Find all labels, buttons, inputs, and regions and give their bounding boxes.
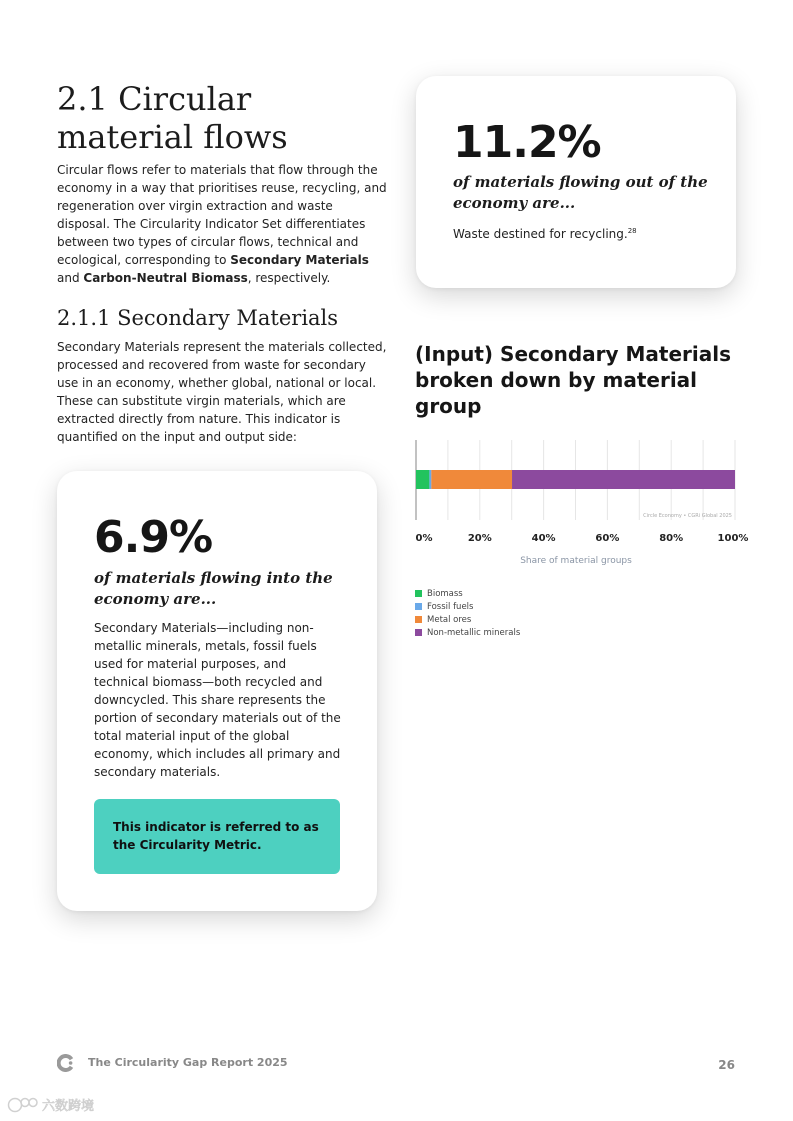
intro-text-2: and — [57, 271, 84, 285]
section-title — [57, 80, 387, 156]
x-axis-title: Share of material groups — [520, 556, 632, 566]
bar-segment-biomass[interactable] — [416, 470, 429, 489]
circularity-logo-icon — [57, 1054, 75, 1072]
legend-label: Biomass — [427, 588, 463, 599]
chart-ticks — [416, 533, 749, 544]
footnote-marker[interactable]: 28 — [627, 227, 637, 235]
input-stat-value: 6.9% — [94, 512, 213, 563]
callout-text: This indicator is referred to as the Circularity Metric. — [113, 820, 319, 852]
circularity-metric-callout — [94, 799, 340, 874]
bar-segment-metal-ores[interactable] — [431, 470, 512, 489]
section-title-line2: material flows — [57, 118, 288, 156]
legend-swatch — [415, 603, 422, 610]
chart-bars — [416, 470, 735, 489]
output-stat-body — [453, 225, 713, 243]
x-tick-label: 20% — [467, 533, 492, 544]
x-tick-label: 60% — [595, 533, 620, 544]
chart-title: (Input) Secondary Materials broken down by material group — [415, 342, 732, 418]
chart-credit: Circle Economy • CGRi Global 2025 — [643, 513, 732, 519]
subsection-title: 2.1.1 Secondary Materials — [57, 306, 339, 330]
x-tick-label: 40% — [531, 533, 556, 544]
legend-item[interactable] — [415, 587, 520, 600]
intro-bold-secondary-materials: Secondary Materials — [230, 253, 369, 267]
page-number: 26 — [718, 1058, 735, 1072]
x-tick-label: 0% — [415, 533, 433, 544]
input-stat-card — [57, 471, 377, 911]
subsection-description: Secondary Materials represent the materials collected, processed and recovered from waste for secondary use in an economy, whether global, national or local. These can substitute virgin materials, which are extracted directly from nature. This indicator is quantified on the input and output side: — [57, 340, 387, 444]
legend-label: Metal ores — [427, 614, 472, 625]
footer-report-title: The Circularity Gap Report 2025 — [88, 1056, 288, 1069]
input-stat-body: Secondary Materials—including non-metallic minerals, metals, fossil fuels used for material purposes, and technical biomass—both recycled and downcycled. This share represents the portion of secondary materials out of the total material input of the global economy, which includes all primary and secondary materials. — [94, 621, 341, 779]
intro-text-1: Circular flows refer to materials that flow through the economy in a way that prioritises reuse, recycling, and regeneration over virgin extraction and waste disposal. The Circularity Indicator Set differentiates between two types of circular flows, technical and ecological, corresponding to — [57, 163, 387, 267]
legend-item[interactable] — [415, 613, 520, 626]
material-group-chart — [405, 432, 750, 572]
legend-swatch — [415, 616, 422, 623]
output-body-text: Waste destined for recycling. — [453, 227, 628, 241]
section-title-line1: 2.1 Circular — [57, 80, 252, 118]
legend-label: Fossil fuels — [427, 601, 474, 612]
chart-legend — [415, 587, 520, 639]
intro-text-3: , respectively. — [247, 271, 331, 285]
intro-paragraph — [57, 161, 387, 287]
legend-swatch — [415, 629, 422, 636]
bar-segment-non-metallic-minerals[interactable] — [512, 470, 735, 489]
x-tick-label: 100% — [717, 533, 749, 544]
legend-swatch — [415, 590, 422, 597]
x-tick-label: 80% — [659, 533, 684, 544]
output-stat-card — [416, 76, 736, 288]
output-stat-value: 11.2% — [453, 117, 601, 168]
stamp-text: 六数跨境 — [42, 1099, 95, 1114]
output-stat-subtitle: of materials flowing out of the economy are... — [453, 173, 708, 212]
input-stat-subtitle: of materials flowing into the economy are... — [94, 569, 333, 608]
bar-segment-fossil-fuels[interactable] — [429, 470, 431, 489]
legend-item[interactable] — [415, 626, 520, 639]
legend-label: Non-metallic minerals — [427, 627, 521, 638]
intro-bold-carbon-neutral-biomass: Carbon-Neutral Biomass — [83, 271, 248, 285]
legend-item[interactable] — [415, 600, 520, 613]
corner-watermark-stamp — [6, 1096, 116, 1114]
